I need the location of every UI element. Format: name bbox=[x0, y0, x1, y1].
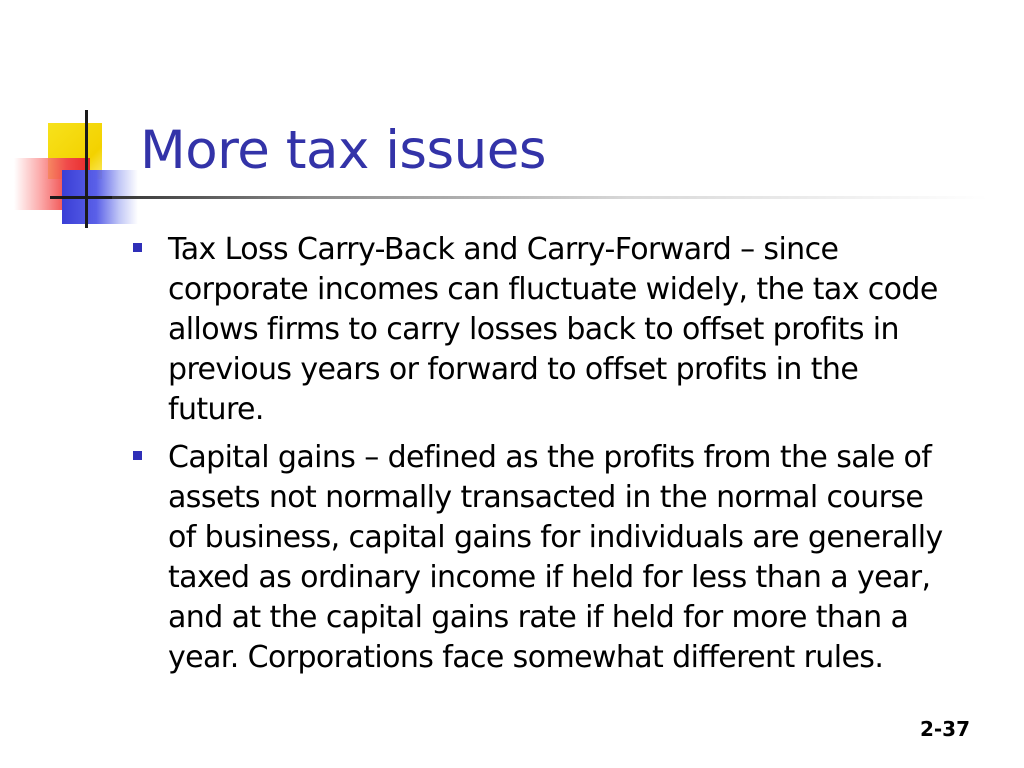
square-bullet-icon bbox=[133, 243, 142, 252]
bullet-item-tax-loss bbox=[130, 230, 950, 430]
title-underline-rule bbox=[88, 196, 988, 199]
bullet-text: Tax Loss Carry-Back and Carry-Forward – since corporate incomes can fluctuate widely, the tax code allows firms to carry losses back to offset profits in previous years or forward to offset profits in the future. bbox=[168, 232, 938, 427]
square-bullet-icon bbox=[133, 451, 142, 460]
slide-number: 2-37 bbox=[919, 717, 970, 741]
logo-horizontal-line bbox=[50, 196, 112, 199]
slide-title: More tax issues bbox=[140, 120, 546, 181]
logo-vertical-line bbox=[85, 110, 88, 228]
bullet-text: Capital gains – defined as the profits from the sale of assets not normally transacted in the normal course of business, capital gains for individuals are generally taxed as ordinary income if held for less than a year, and at the capital gains rate if held for more than a year. Corporations face somewhat different rules. bbox=[168, 440, 943, 675]
bullet-item-capital-gains bbox=[130, 438, 950, 678]
bullet-list bbox=[130, 230, 950, 686]
